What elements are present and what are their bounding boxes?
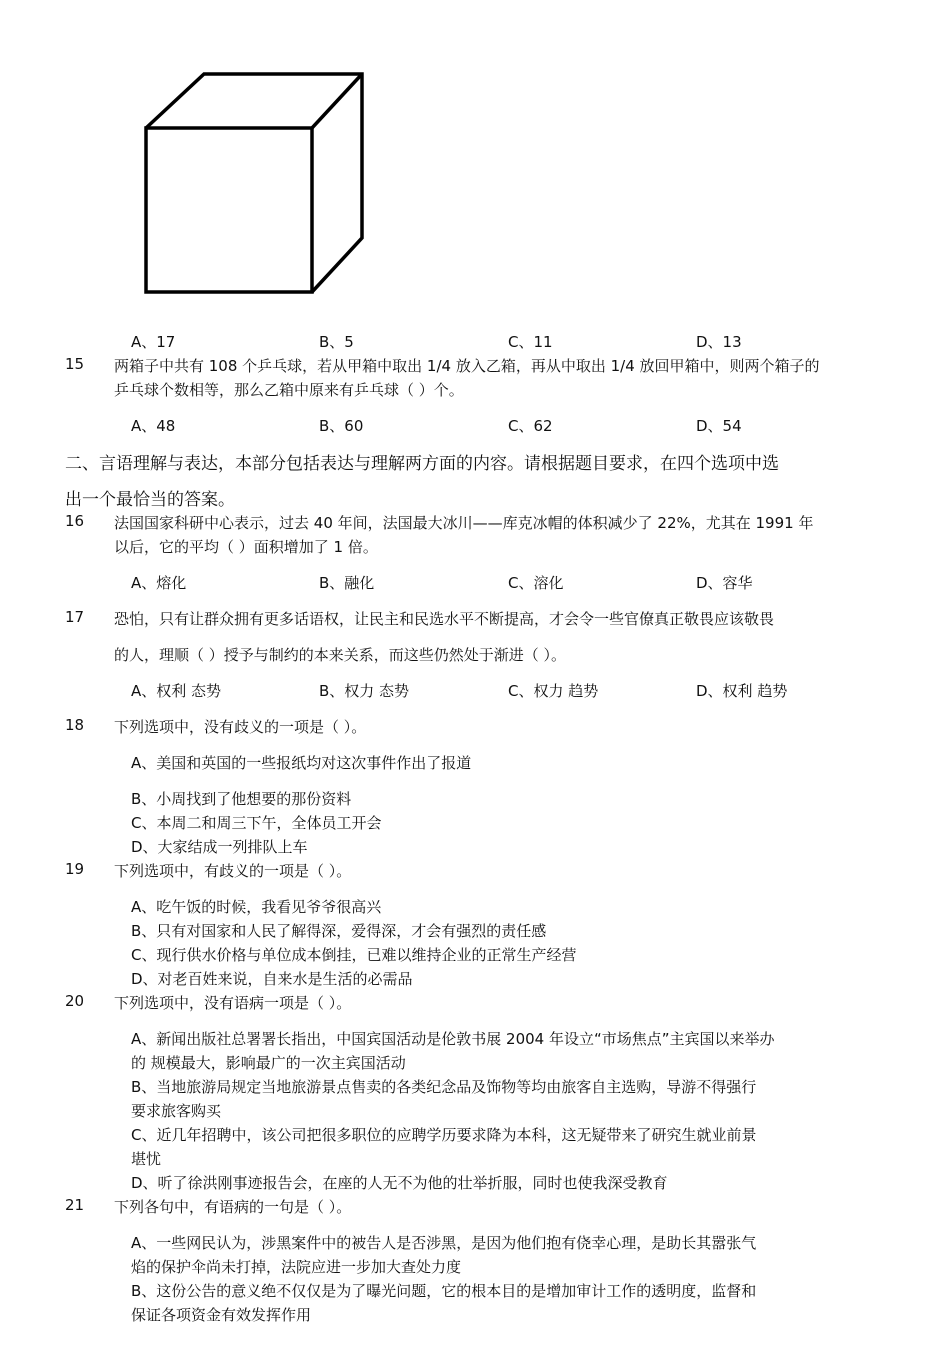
q17-option-d: D、权利 趋势 [696, 682, 788, 700]
q15-number: 15 [65, 355, 85, 373]
q16-option-a: A、熔化 [131, 574, 187, 592]
q20-option-b-line1: B、当地旅游局规定当地旅游景点售卖的各类纪念品及饰物等均由旅客自主选购，导游不得强行 [131, 1078, 757, 1096]
q17-option-a: A、权利 态势 [131, 682, 222, 700]
q16-option-d: D、容华 [696, 574, 753, 592]
q20-option-d: D、听了徐洪刚事迹报告会，在座的人无不为他的壮举折服，同时也使我深受教育 [131, 1174, 668, 1192]
q18-option-c: C、本周二和周三下午，全体员工开会 [131, 814, 382, 832]
q15-option-b: B、60 [319, 417, 364, 435]
q20-option-a-line2: 的 规模最大，影响最广的一次主宾国活动 [131, 1054, 406, 1072]
q18-option-a: A、美国和英国的一些报纸均对这次事件作出了报道 [131, 754, 472, 772]
q18-number: 18 [65, 716, 85, 734]
q14-option-c: C、11 [508, 333, 553, 351]
q19-number: 19 [65, 860, 85, 878]
q19-option-b: B、只有对国家和人民了解得深，爱得深，才会有强烈的责任感 [131, 922, 547, 940]
q15-option-c: C、62 [508, 417, 553, 435]
q21-option-a-line1: A、一些网民认为，涉黑案件中的被告人是否涉黑，是因为他们抱有侥幸心理，是助长其嚣张气 [131, 1234, 757, 1252]
q17-text-line2: 的人，理顺（ ）授予与制约的本来关系，而这些仍然处于渐进（ ）。 [114, 646, 567, 664]
q19-text: 下列选项中，有歧义的一项是（ ）。 [114, 862, 352, 880]
q15-option-d: D、54 [696, 417, 742, 435]
q20-option-c-line1: C、近几年招聘中，该公司把很多职位的应聘学历要求降为本科，这无疑带来了研究生就业前景 [131, 1126, 757, 1144]
q20-option-c-line2: 堪忧 [131, 1150, 162, 1168]
q18-text: 下列选项中，没有歧义的一项是（ ）。 [114, 718, 367, 736]
q17-text-line1: 恐怕，只有让群众拥有更多话语权，让民主和民选水平不断提高，才会令一些官僚真正敬畏应该敬畏 [114, 610, 775, 628]
q21-option-b-line2: 保证各项资金有效发挥作用 [131, 1306, 312, 1324]
q20-number: 20 [65, 992, 85, 1010]
q14-option-b: B、5 [319, 333, 354, 351]
section2-heading-line1: 二、言语理解与表达，本部分包括表达与理解两方面的内容。请根据题目要求，在四个选项中选 [65, 454, 779, 474]
q17-number: 17 [65, 608, 85, 626]
q21-number: 21 [65, 1196, 85, 1214]
q21-text: 下列各句中，有语病的一句是（ ）。 [114, 1198, 352, 1216]
q21-option-b-line1: B、这份公告的意义绝不仅仅是为了曝光问题，它的根本目的是增加审计工作的透明度，监督和 [131, 1282, 757, 1300]
section2-heading-line2: 出一个最恰当的答案。 [65, 490, 235, 510]
q18-option-b: B、小周找到了他想要的那份资料 [131, 790, 352, 808]
q15-option-a: A、48 [131, 417, 176, 435]
q19-option-c: C、现行供水价格与单位成本倒挂，已难以维持企业的正常生产经营 [131, 946, 577, 964]
q18-option-d: D、大家结成一列排队上车 [131, 838, 308, 856]
q19-option-a: A、吃午饭的时候，我看见爷爷很高兴 [131, 898, 382, 916]
q20-option-a-line1: A、新闻出版社总署署长指出，中国宾国活动是伦敦书展 2004 年设立“市场焦点”主宾国以来举办 [131, 1030, 775, 1048]
q16-option-b: B、融化 [319, 574, 375, 592]
q14-option-a: A、17 [131, 333, 176, 351]
q14-option-d: D、13 [696, 333, 742, 351]
q16-option-c: C、溶化 [508, 574, 564, 592]
q16-text-line1: 法国国家科研中心表示，过去 40 年间，法国最大冰川——库克冰帽的体积减少了 22%，尤其在 1991 年 [114, 514, 814, 532]
q21-option-a-line2: 焰的保护伞尚未打掉，法院应进一步加大查处力度 [131, 1258, 462, 1276]
q15-text-line1: 两箱子中共有 108 个乒乓球，若从甲箱中取出 1/4 放入乙箱，再从中取出 1/4 放回甲箱中，则两个箱子的 [114, 357, 820, 375]
q15-text-line2: 乒乓球个数相等，那么乙箱中原来有乒乓球（ ）个。 [114, 381, 464, 399]
q20-text: 下列选项中，没有语病一项是（ ）。 [114, 994, 352, 1012]
q16-number: 16 [65, 512, 85, 530]
q17-option-c: C、权力 趋势 [508, 682, 599, 700]
q17-option-b: B、权力 态势 [319, 682, 410, 700]
q16-text-line2: 以后，它的平均（ ）面积增加了 1 倍。 [114, 538, 378, 556]
q19-option-d: D、对老百姓来说，自来水是生活的必需品 [131, 970, 413, 988]
cube-figure [140, 68, 370, 298]
q20-option-b-line2: 要求旅客购买 [131, 1102, 222, 1120]
